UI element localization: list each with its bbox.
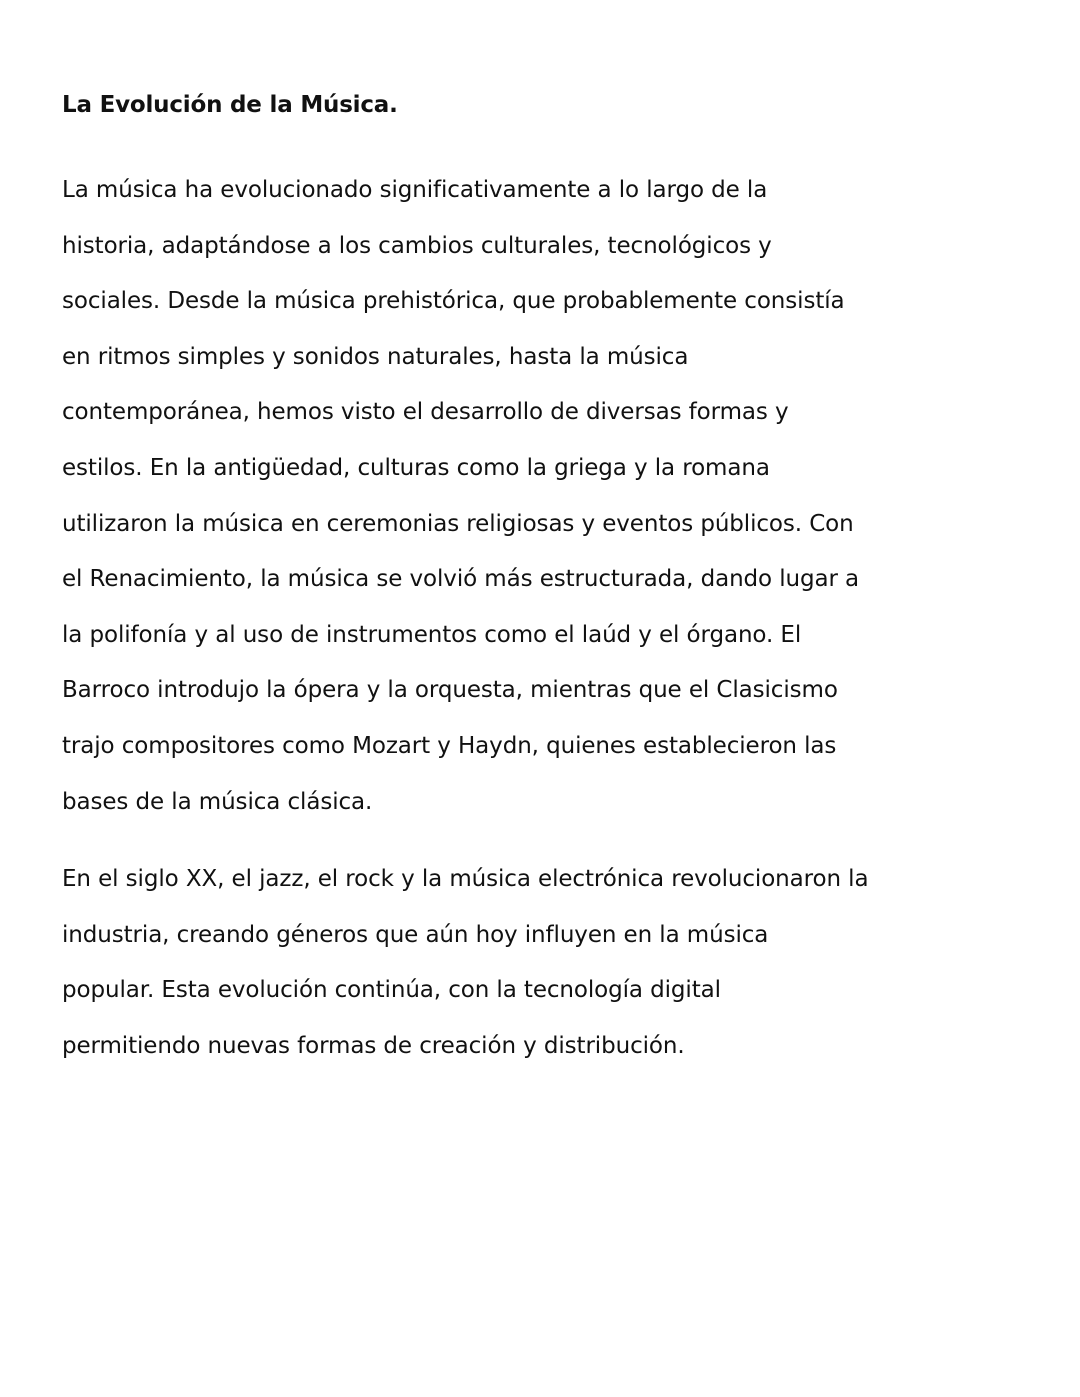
document-title: La Evolución de la Música. [62, 92, 398, 118]
paragraph-line: La música ha evolucionado significativamente a lo largo de la [62, 177, 768, 203]
paragraph-line: estilos. En la antigüedad, culturas como la griega y la romana [62, 454, 770, 481]
paragraph-line: contemporánea, hemos visto el desarrollo de diversas formas y [62, 399, 789, 426]
paragraph-1 [62, 163, 952, 830]
paragraph-line: En el siglo XX, el jazz, el rock y la música electrónica revolucionaron la [62, 866, 869, 893]
paragraph-line: utilizaron la música en ceremonias religiosas y eventos públicos. Con [62, 510, 854, 537]
document-page [62, 86, 952, 1075]
paragraph-line: popular. Esta evolución continúa, con la tecnología digital [62, 977, 721, 1004]
paragraph-line: bases de la música clásica. [62, 788, 373, 815]
paragraph-line: el Renacimiento, la música se volvió más estructurada, dando lugar a [62, 566, 860, 593]
paragraph-line: la polifonía y al uso de instrumentos como el laúd y el órgano. El [62, 621, 802, 648]
paragraph-2 [62, 852, 952, 1074]
paragraph-line: sociales. Desde la música prehistórica, que probablemente consistía [62, 288, 845, 315]
paragraph-line: permitiendo nuevas formas de creación y distribución. [62, 1032, 685, 1059]
paragraph-line: historia, adaptándose a los cambios culturales, tecnológicos y [62, 232, 772, 259]
paragraph-line: en ritmos simples y sonidos naturales, hasta la música [62, 343, 689, 370]
paragraph-line: Barroco introdujo la ópera y la orquesta, mientras que el Clasicismo [62, 677, 838, 704]
paragraph-line: trajo compositores como Mozart y Haydn, quienes establecieron las [62, 732, 837, 759]
paragraph-line: industria, creando géneros que aún hoy influyen en la música [62, 921, 769, 948]
